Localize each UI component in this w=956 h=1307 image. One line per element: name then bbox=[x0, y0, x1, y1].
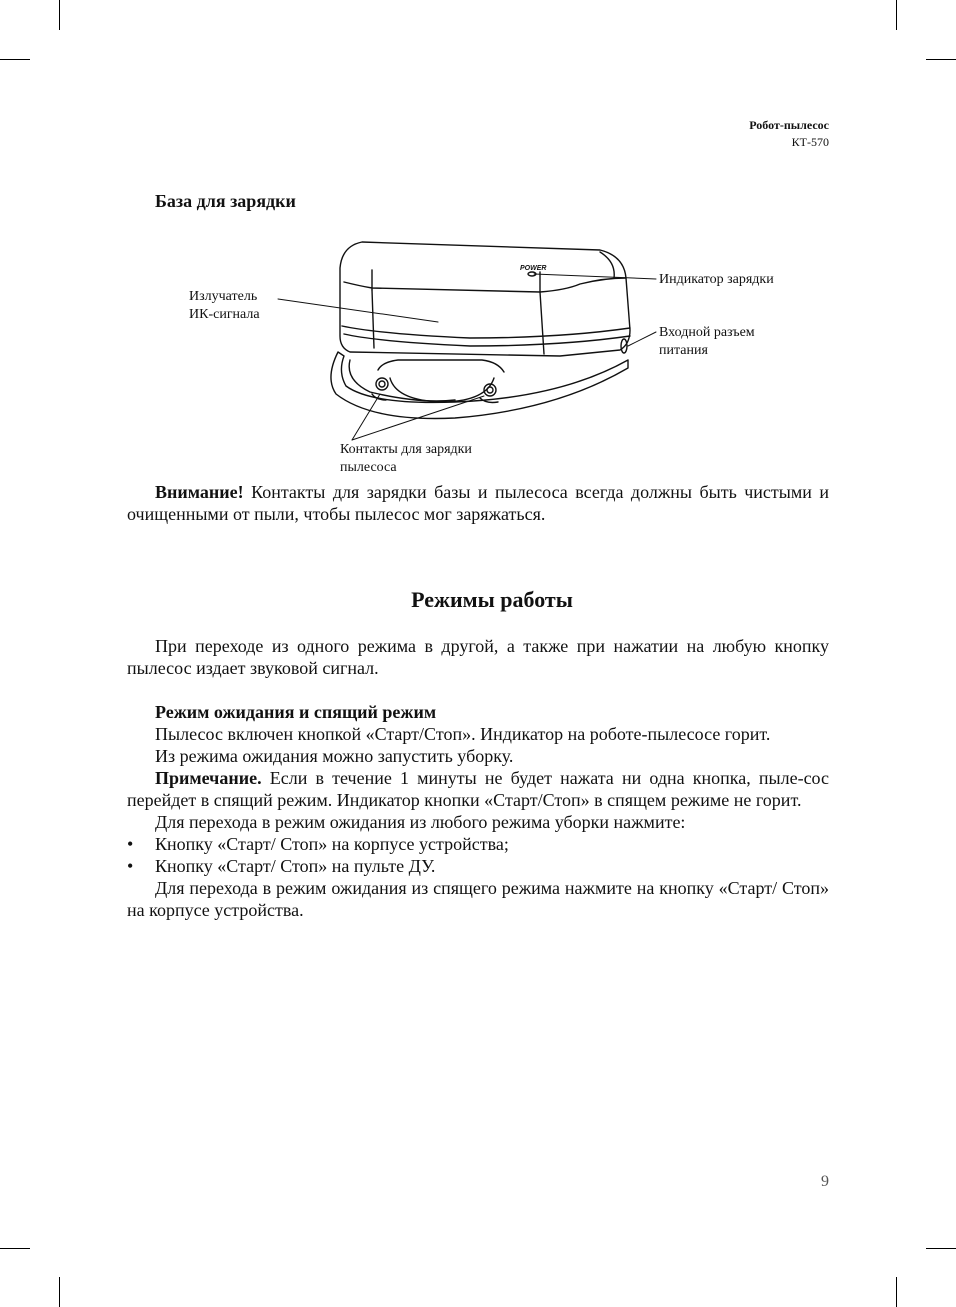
header-model: КТ-570 bbox=[791, 135, 829, 149]
base-housing bbox=[340, 242, 630, 356]
standby-p3: Для перехода в режим ожидания из любого режима уборки нажмите: bbox=[155, 812, 686, 832]
power-input-label: Входной разъем питания bbox=[659, 325, 755, 358]
standby-p2: Из режима ожидания можно запустить уборку. bbox=[155, 746, 514, 766]
standby-p4: Для перехода в режим ожидания из спящего режима нажмите на кнопку «Старт/ Стоп» на корпусе устройства. bbox=[127, 878, 829, 920]
ir-emitter-label: Излучатель ИК-сигнала bbox=[189, 289, 260, 322]
charge-indicator-label: Индикатор зарядки bbox=[659, 272, 774, 287]
note-paragraph bbox=[127, 767, 829, 811]
crop-mark bbox=[59, 0, 60, 30]
warning-text: Контакты для зарядки базы и пылесоса всегда должны быть чистыми и очищенными от пыли, чтобы пылесос мог заряжаться. bbox=[127, 482, 829, 524]
standby-p1: Пылесос включен кнопкой «Старт/Стоп». Индикатор на роботе-пылесосе горит. bbox=[155, 724, 771, 744]
list-item: • Кнопку «Старт/ Стоп» на пульте ДУ. bbox=[127, 856, 436, 876]
power-socket bbox=[621, 339, 627, 353]
contacts-label: Контакты для зарядки пылесоса bbox=[340, 442, 472, 475]
crop-mark bbox=[59, 1277, 60, 1307]
base-logo: POWER bbox=[520, 265, 547, 272]
crop-mark bbox=[926, 1248, 956, 1249]
list-item: • Кнопку «Старт/ Стоп» на корпусе устройства; bbox=[127, 834, 509, 854]
base-platform bbox=[331, 352, 628, 419]
note-bold: Примечание. bbox=[155, 768, 262, 788]
warning-bold: Внимание! bbox=[155, 482, 244, 502]
modes-title: Режимы работы bbox=[411, 587, 573, 612]
standby-section bbox=[127, 701, 829, 921]
crop-mark bbox=[926, 59, 956, 60]
charging-contacts bbox=[372, 378, 498, 403]
warning-paragraph bbox=[127, 481, 829, 525]
bullet: • bbox=[127, 834, 134, 854]
crop-mark bbox=[896, 1277, 897, 1307]
base-platform-inner bbox=[349, 360, 455, 401]
crop-mark bbox=[896, 0, 897, 30]
crop-mark bbox=[0, 1248, 30, 1249]
standby-subheading: Режим ожидания и спящий режим bbox=[155, 702, 437, 722]
crop-mark bbox=[0, 59, 30, 60]
bullet: • bbox=[127, 856, 134, 876]
header-product: Робот-пылесос bbox=[749, 118, 829, 132]
base-recess bbox=[390, 378, 494, 402]
section-title: База для зарядки bbox=[155, 191, 296, 211]
note-text: Если в течение 1 минуты не будет нажата ни одна кнопка, пыле-сос перейдет в спящий режим. Индикатор кнопки «Старт/Стоп» в спящем режиме не горит. bbox=[127, 768, 829, 810]
modes-intro: При переходе из одного режима в другой, а также при нажатии на любую кнопку пылесос издает звуковой сигнал. bbox=[127, 636, 829, 678]
running-header bbox=[749, 117, 829, 151]
charge-led bbox=[528, 272, 536, 276]
page-number: 9 bbox=[821, 1173, 829, 1190]
